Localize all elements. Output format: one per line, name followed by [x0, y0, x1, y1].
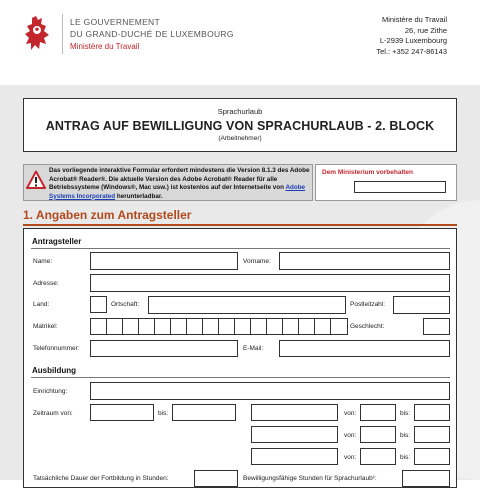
vorname-field[interactable]	[279, 252, 450, 270]
email-label: E-Mail:	[243, 345, 264, 352]
zeitraum-start-field[interactable]	[90, 404, 154, 421]
period-bis-field[interactable]	[414, 426, 450, 443]
einrichtung-label: Einrichtung:	[33, 388, 68, 395]
email-field[interactable]	[279, 340, 450, 357]
applicant-form	[23, 228, 457, 488]
von-label: von:	[344, 454, 357, 461]
ministry-reserved-box	[315, 164, 457, 201]
einrichtung-field[interactable]	[90, 382, 450, 400]
dauer-label: Tatsächliche Dauer der Fortbildung in Stunden:	[33, 475, 169, 482]
notice-text-before: Das vorliegende interaktive Formular erfordert mindestens die Version 8.1.3 des Adobe Acrobat® Reader®. Die aktuelle Version des Adobe Acrobat® Reader für alle Betriebssysteme (Windows®, Mac usw.) ist kostenlos auf der Internetseite von	[49, 167, 310, 192]
name-label: Name:	[33, 258, 53, 265]
government-name-line2: DU GRAND-DUCHÉ DE LUXEMBOURG	[70, 29, 234, 39]
training-heading: Ausbildung	[32, 366, 76, 375]
period-bis-field[interactable]	[414, 404, 450, 421]
land-label: Land:	[33, 301, 50, 308]
bis-label: bis:	[158, 410, 169, 417]
stunden-field[interactable]	[402, 470, 450, 487]
bis-label: bis:	[400, 410, 411, 417]
adobe-link[interactable]: Adobe Systems Incorporated	[49, 184, 306, 200]
form-category: Sprachurlaub	[217, 107, 263, 116]
zeitraum-end-field[interactable]	[172, 404, 236, 421]
title-box	[23, 98, 457, 152]
period-von-field[interactable]	[360, 448, 396, 465]
period-description-field[interactable]	[251, 448, 338, 465]
subsection-divider	[31, 248, 450, 249]
notice-text-after: herunterladbar.	[115, 192, 163, 200]
matrikel-digit-box[interactable]	[330, 318, 348, 335]
period-bis-field[interactable]	[414, 448, 450, 465]
government-name-line1: LE GOUVERNEMENT	[70, 17, 160, 27]
applicant-heading: Antragsteller	[32, 237, 82, 246]
logo-divider	[62, 14, 63, 54]
vorname-label: Vorname:	[243, 258, 271, 265]
postleitzahl-field[interactable]	[393, 296, 450, 314]
ministry-reserved-label: Dem Ministerium vorbehalten	[322, 169, 414, 176]
adresse-field[interactable]	[90, 274, 450, 292]
form-subtitle: (Arbeitnehmer)	[218, 135, 262, 142]
ortschaft-label: Ortschaft:	[111, 301, 140, 308]
ministry-address	[376, 15, 447, 57]
form-title: ANTRAG AUF BEWILLIGUNG VON SPRACHURLAUB - 2. BLOCK	[45, 119, 435, 133]
stunden-label: Bewilligungsfähige Stunden für Sprachurlaub¹:	[243, 475, 377, 482]
telefon-field[interactable]	[90, 340, 238, 357]
acrobat-notice	[23, 164, 313, 201]
address-line: Tel.: +352 247-86143	[376, 46, 447, 56]
subsection-divider	[31, 377, 450, 378]
geschlecht-field[interactable]	[423, 318, 450, 335]
name-field[interactable]	[90, 252, 238, 270]
bis-label: bis:	[400, 454, 411, 461]
ministry-reserved-field[interactable]	[354, 181, 446, 193]
postleitzahl-label: Postleitzahl:	[350, 301, 386, 308]
land-field[interactable]	[90, 296, 107, 313]
address-line: Ministère du Travail	[381, 15, 447, 24]
period-von-field[interactable]	[360, 404, 396, 421]
address-line: 26, rue Zithe	[404, 25, 447, 35]
period-description-field[interactable]	[251, 404, 338, 421]
ministry-name: Ministère du Travail	[70, 42, 140, 51]
luxembourg-lion-logo	[22, 14, 54, 54]
zeitraum-label: Zeitraum von:	[33, 410, 73, 417]
adresse-label: Adresse:	[33, 280, 59, 287]
page-header	[0, 0, 480, 85]
bis-label: bis:	[400, 432, 411, 439]
telefon-label: Telefonnummer:	[33, 345, 80, 352]
period-description-field[interactable]	[251, 426, 338, 443]
von-label: von:	[344, 432, 357, 439]
warning-icon	[26, 170, 46, 190]
dauer-field[interactable]	[194, 470, 238, 487]
matrikel-field[interactable]	[90, 318, 348, 335]
section-divider	[23, 224, 457, 226]
von-label: von:	[344, 410, 357, 417]
matrikel-label: Matrikel:	[33, 323, 58, 330]
ortschaft-field[interactable]	[148, 296, 346, 314]
address-line: L-2939 Luxembourg	[379, 36, 447, 45]
notice-text	[49, 167, 311, 201]
period-von-field[interactable]	[360, 426, 396, 443]
section-heading: 1. Angaben zum Antragsteller	[23, 208, 192, 222]
geschlecht-label: Geschlecht:	[350, 323, 385, 330]
